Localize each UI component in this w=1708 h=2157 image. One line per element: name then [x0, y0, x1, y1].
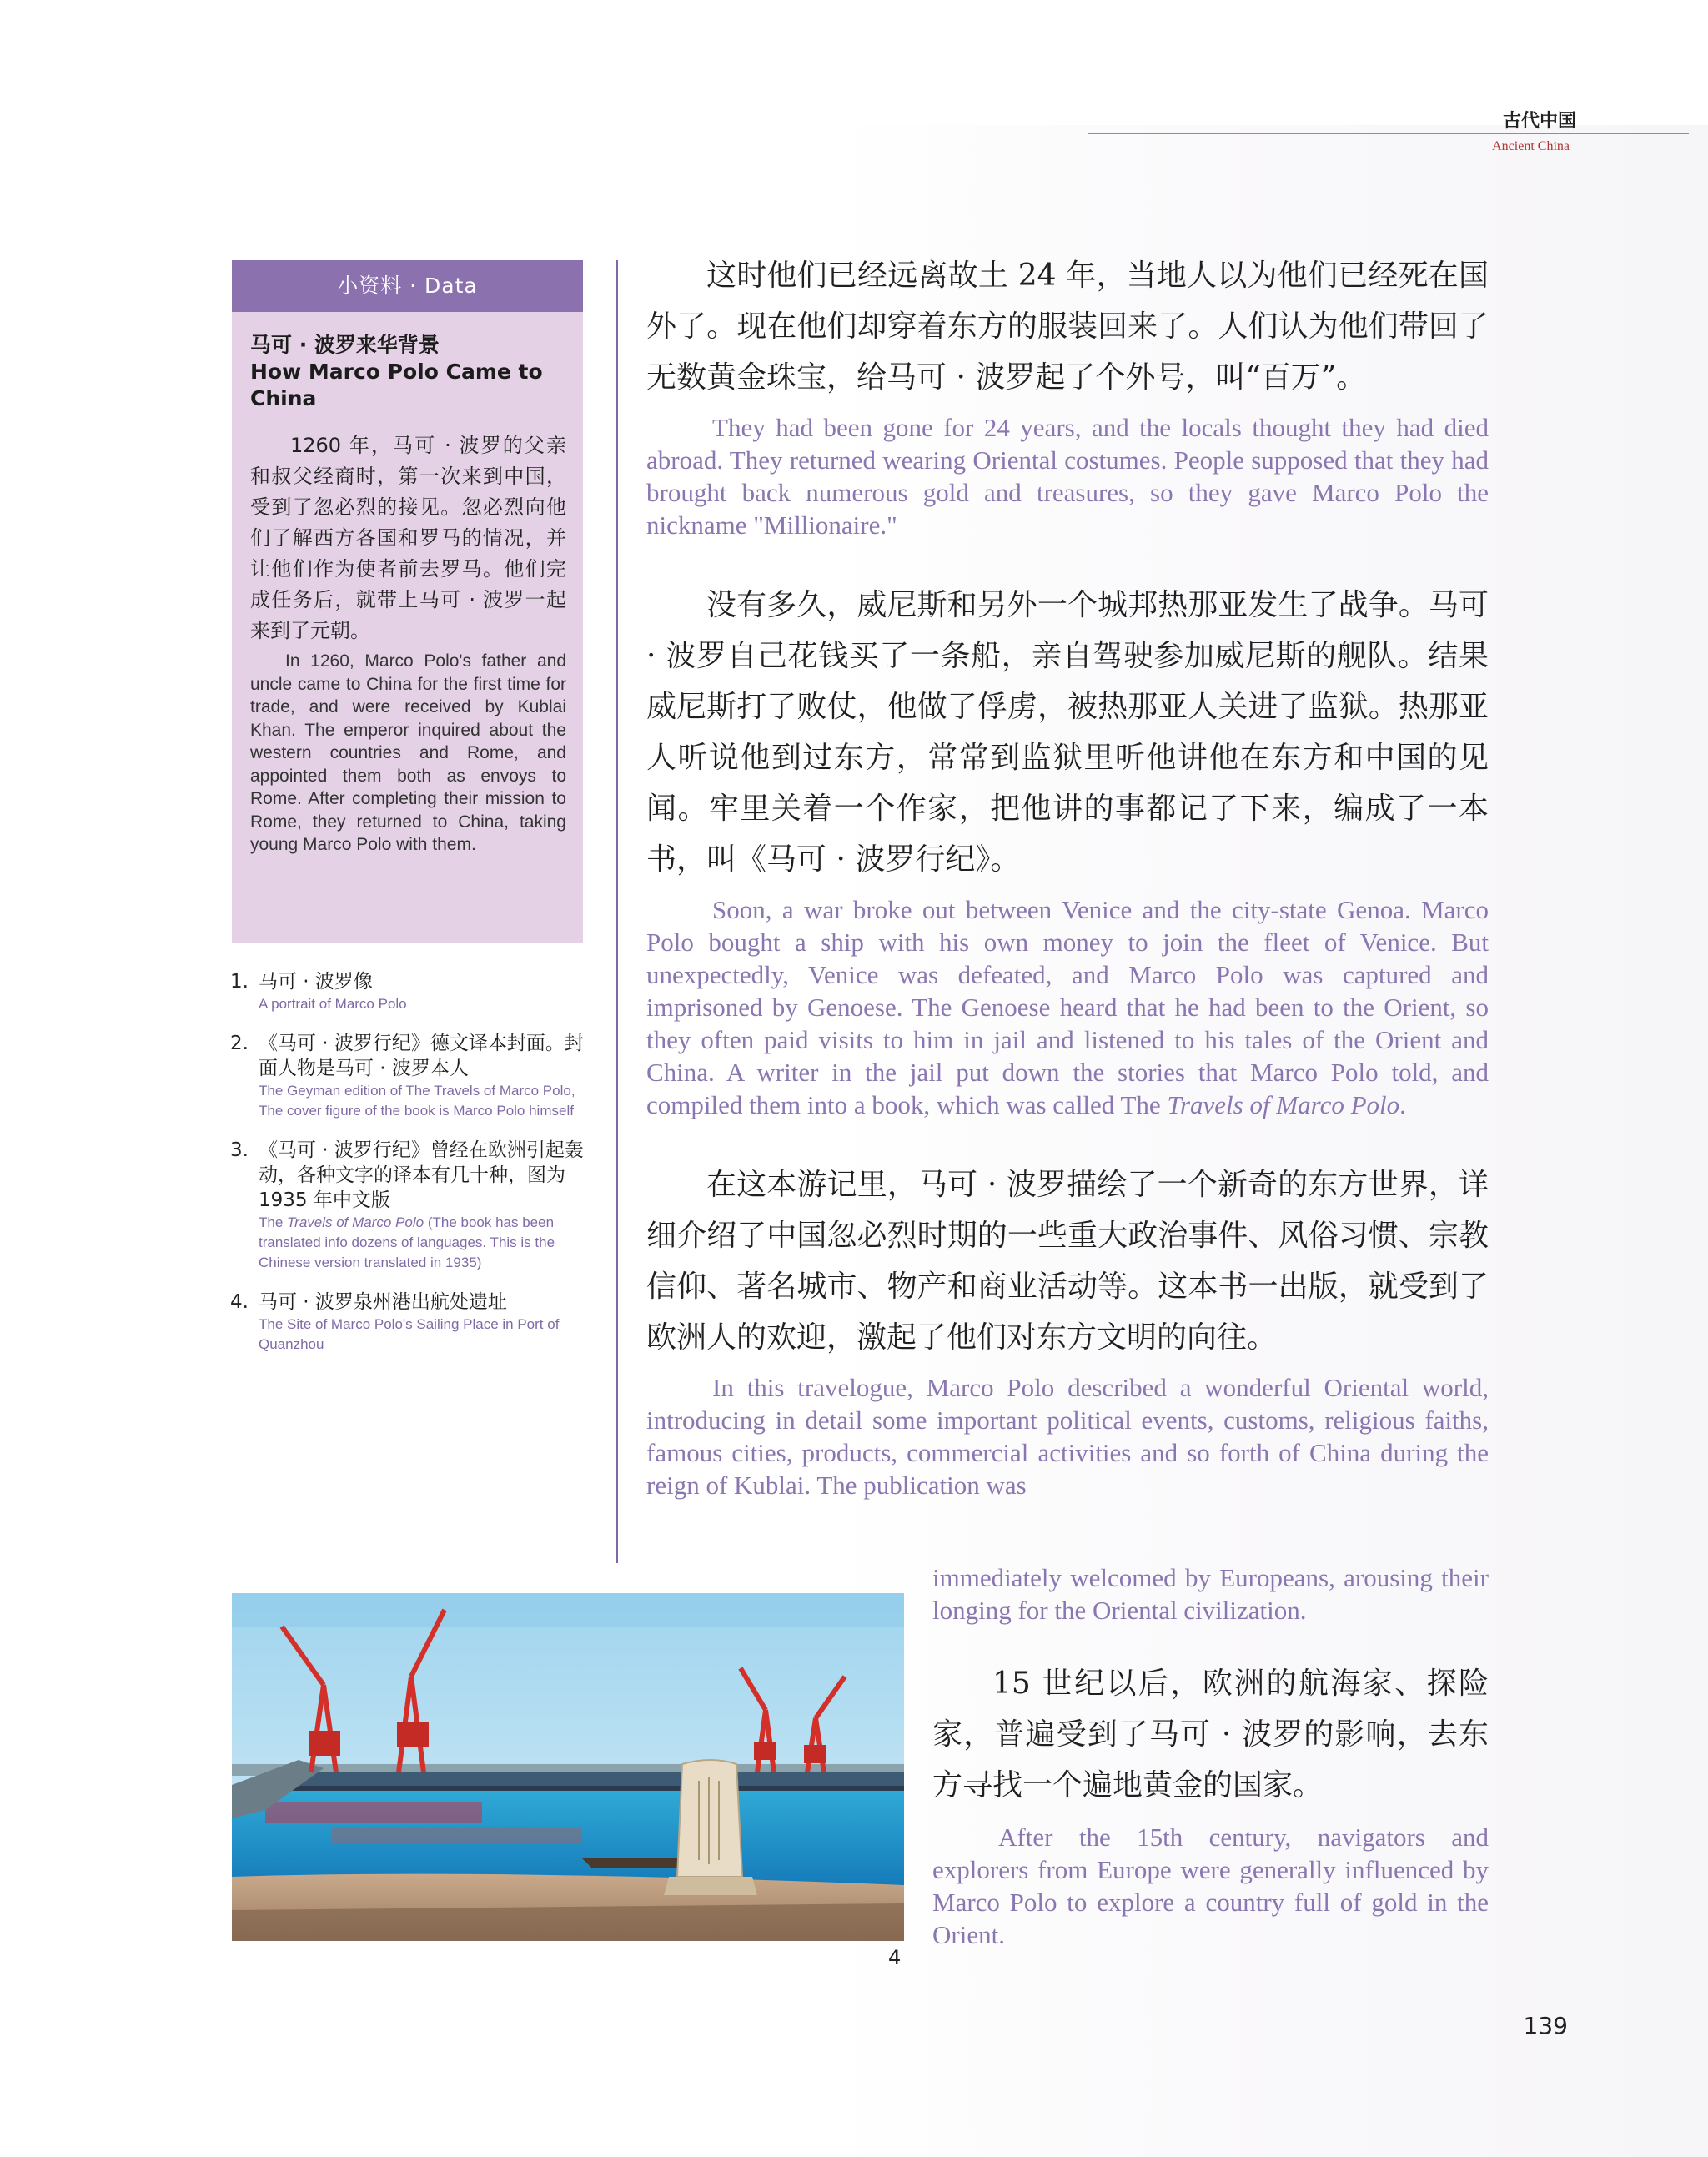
paragraph-en — [646, 893, 1489, 1121]
paragraph-en-end: . — [1399, 1090, 1406, 1119]
paragraph-en: After the 15th century, navigators and explorers from Europe were generally influenced by Marco Polo to explore a country full of gold in the Orient. — [932, 1823, 1489, 1949]
data-box-title-cn: 马可 · 波罗来华背景 — [250, 333, 440, 357]
main-text-column — [646, 250, 1489, 1501]
caption-number: 4. — [230, 1291, 249, 1313]
data-box-text-en: In 1260, Marco Polo's father and uncle came to China for the first time for trade, and were received by Kublai Khan. The emperor inquired about the western countries and Rome, and appointed them both as envoys to Rome. After completing their mission to Rome, they returned to China, taking young Marco Polo with them. — [250, 651, 566, 854]
paragraph-en-book-title: Travels of Marco Polo — [1167, 1090, 1400, 1119]
running-header-title: 古代中国 — [1502, 110, 1576, 132]
running-header-subtitle: Ancient China — [1492, 139, 1570, 153]
paragraph-en-continued: immediately welcomed by Europeans, arousing their longing for the Oriental civilization. — [932, 1563, 1489, 1625]
figure-captions — [230, 969, 590, 1371]
data-sidebar-box — [232, 260, 583, 943]
caption-item — [230, 969, 590, 1014]
caption-cn: 《马可 · 波罗行纪》曾经在欧洲引起轰动，各种文字的译本有几十种，图为 1935 年中文版 — [259, 1139, 584, 1211]
header-rule — [1088, 133, 1689, 134]
caption-en: A portrait of Marco Polo — [259, 996, 407, 1012]
paragraph-en: They had been gone for 24 years, and the locals thought they had died abroad. They returned wearing Oriental costumes. People supposed that they had brought back numerous gold and treasures, so they gave Marco Polo the nickname "Millionaire." — [646, 413, 1489, 540]
caption-en: The Site of Marco Polo's Sailing Place in Port of Quanzhou — [259, 1316, 560, 1352]
caption-en-suffix: (The book has been translated info dozens of languages. This is the Chinese version translated in 1935) — [259, 1214, 555, 1270]
caption-number: 2. — [230, 1033, 249, 1054]
column-divider — [616, 260, 618, 1563]
caption-item — [230, 1290, 590, 1355]
caption-item — [230, 1138, 590, 1273]
data-box-heading: 小资料 · Data — [232, 260, 583, 312]
page-number: 139 — [1523, 2012, 1568, 2039]
paragraph-cn: 在这本游记里，马可 · 波罗描绘了一个新奇的东方世界，详细介绍了中国忽必烈时期的一些重大政治事件、风俗习惯、宗教信仰、著名城市、物产和商业活动等。这本书一出版，就受到了欧洲人的欢迎，激起了他们对东方文明的向往。 — [646, 1168, 1489, 1355]
caption-en — [259, 1213, 590, 1273]
quanzhou-port-photo — [232, 1593, 904, 1941]
caption-number: 3. — [230, 1139, 249, 1161]
data-box-text-cn: 1260 年，马可 · 波罗的父亲和叔父经商时，第一次来到中国，受到了忽必烈的接见。忽必烈向他们了解西方各国和罗马的情况，并让他们作为使者前去罗马。他们完成任务后，就带上马可 · 波罗一起来到了元朝。 — [250, 434, 566, 642]
caption-number: 1. — [230, 971, 249, 993]
port-photo-illustration — [232, 1593, 904, 1941]
closing-paragraph — [932, 1658, 1489, 1989]
paragraph-en: In this travelogue, Marco Polo described a wonderful Oriental world, introducing in detail some important political events, customs, religious faiths, famous cities, products, commercial activities and so forth of China during the reign of Kublai. The publication was — [646, 1373, 1489, 1500]
caption-en-prefix: The — [259, 1214, 288, 1230]
paragraph-cn: 15 世纪以后，欧洲的航海家、探险家，普遍受到了马可 · 波罗的影响，去东方寻找一个遍地黄金的国家。 — [932, 1667, 1489, 1803]
caption-cn: 马可 · 波罗像 — [259, 971, 373, 993]
paragraph-en-main: Soon, a war broke out between Venice and the city-state Genoa. Marco Polo bought a ship with his own money to join the fleet of Venice. But unexpectedly, Venice was defeated, and Marco Polo was captured and imprisoned by Genoese. The Genoese heard that he had been to the Orient, so they often paid visits to him in jail and listened to his tales of the Orient and China. A writer in the jail put down the stories that Marco Polo told, and compiled them into a book, which was called The — [646, 895, 1489, 1119]
data-box-title — [250, 332, 565, 412]
caption-item — [230, 1031, 590, 1121]
paragraph-cn: 没有多久，威尼斯和另外一个城邦热那亚发生了战争。马可 · 波罗自己花钱买了一条船，亲自驾驶参加威尼斯的舰队。结果威尼斯打了败仗，他做了俘虏，被热那亚人关进了监狱。热那亚人听说他到过东方，常常到监狱里听他讲他在东方和中国的见闻。牢里关着一个作家，把他讲的事都记了下来，编成了一本书，叫《马可 · 波罗行纪》。 — [646, 588, 1489, 877]
paragraph-cn: 这时他们已经远离故土 24 年，当地人以为他们已经死在国外了。现在他们却穿着东方的服装回来了。人们认为他们带回了无数黄金珠宝，给马可 · 波罗起了个外号，叫“百万”。 — [646, 259, 1489, 395]
caption-en-book-title: Travels of Marco Polo — [287, 1214, 424, 1230]
caption-cn: 马可 · 波罗泉州港出航处遗址 — [259, 1291, 507, 1313]
photo-number: 4 — [888, 1946, 902, 1969]
caption-cn: 《马可 · 波罗行纪》德文译本封面。封面人物是马可 · 波罗本人 — [259, 1033, 584, 1079]
data-box-title-en: How Marco Polo Came to China — [250, 360, 543, 410]
caption-en: The Geyman edition of The Travels of Marco Polo, The cover figure of the book is Marco Polo himself — [259, 1083, 575, 1119]
